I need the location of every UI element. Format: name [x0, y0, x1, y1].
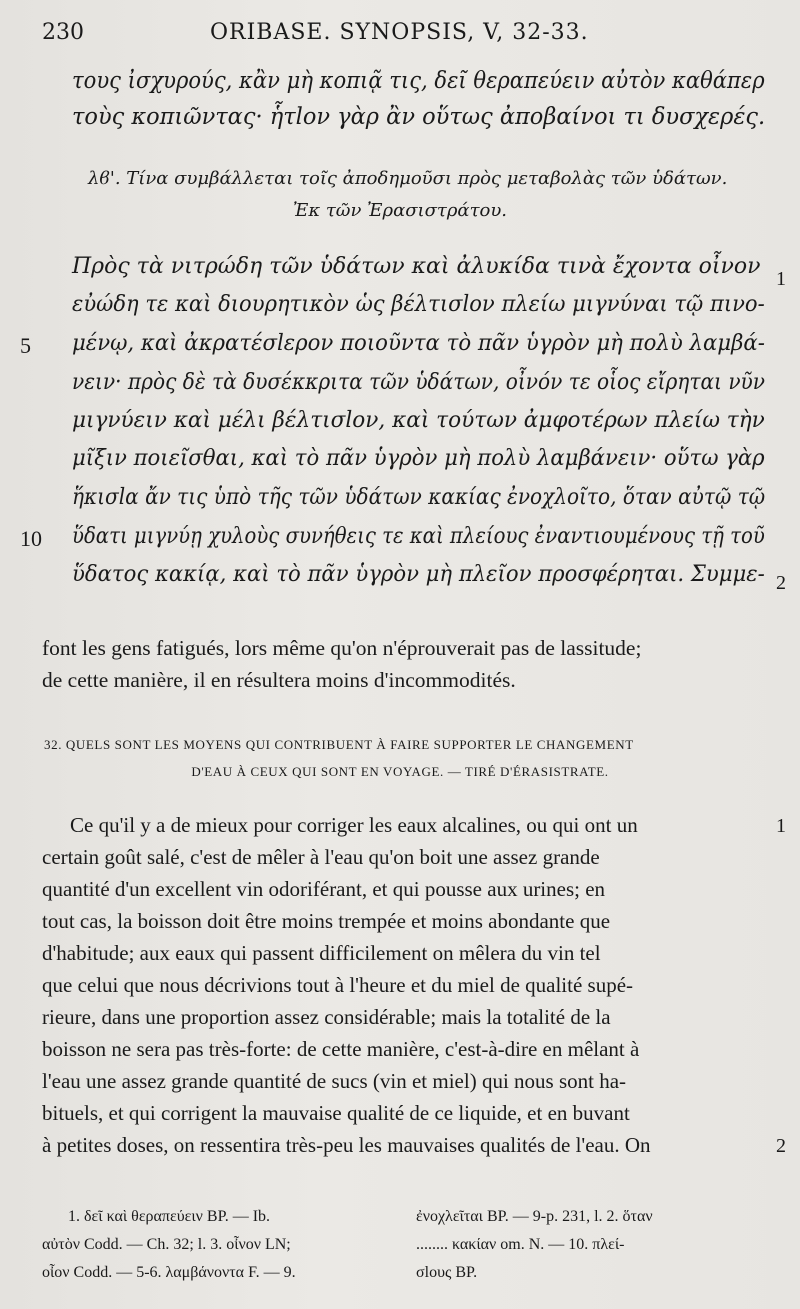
greek-carry-line-1: τους ἰσχυρούς, κἂν μὴ κοπιᾷ τις, δεῖ θεραπεύειν αὐτὸν καθάπερ	[72, 68, 765, 94]
greek-margin-number-2: 2	[776, 572, 786, 594]
french-body-line-10: bituels, et qui corrigent la mauvaise qualité de ce liquide, et en buvant	[42, 1101, 630, 1125]
footnote-left-line-1: 1. δεῖ καὶ θεραπεύειν BP. — Ib.	[68, 1208, 271, 1225]
french-body-line-6: que celui que nous décrivions tout à l'heure et du miel de qualité supé-	[42, 973, 634, 997]
french-carry-line-1: font les gens fatigués, lors même qu'on n'éprouverait pas de lassitude;	[42, 636, 642, 660]
french-body-line-8: boisson ne sera pas très-forte: de cette manière, c'est-à-dire en mêlant à	[42, 1037, 640, 1061]
running-title: ORIBASE. SYNOPSIS, V, 32-33.	[210, 20, 589, 45]
footnote-right-line-2: ........ κακίαν om. N. — 10. πλεί-	[416, 1236, 625, 1253]
french-chapter-subheading: D'EAU À CEUX QUI SONT EN VOYAGE. — TIRÉ D'ÉRASISTRATE.	[191, 764, 609, 779]
page-header	[40, 20, 760, 50]
footnote-right-line-1: ἐνοχλεῖται BP. — 9-p. 231, l. 2. ὅταν	[416, 1208, 653, 1225]
greek-margin-number-1: 1	[776, 268, 786, 290]
greek-body-line-8: ὕδατι μιγνύῃ χυλοὺς συνήθεις τε καὶ πλείους ἐναντιουμένους τῇ τοῦ	[72, 524, 765, 549]
footnote-left-line-2: αὐτὸν Codd. — Ch. 32; l. 3. οἶνον LN;	[42, 1236, 291, 1253]
greek-carry-line-2: τοὺς κοπιῶντας· ἧτlον γὰρ ἂν οὕτως ἀποβαίνοι τι δυσχερές.	[72, 104, 766, 130]
greek-chapter-source: Ἐκ τῶν Ἐρασιστράτου.	[292, 200, 508, 221]
french-body-line-9: l'eau une assez grande quantité de sucs (vin et miel) qui nous sont ha-	[42, 1069, 627, 1093]
french-body-line-11: à petites doses, on ressentira très-peu les mauvaises qualités de l'eau. On	[42, 1133, 651, 1157]
greek-body-line-2: εὐώδη τε καὶ διουρητικὸν ὡς βέλτισlον πλείω μιγνύναι τῷ πινο-	[72, 292, 765, 317]
french-carry-line-2: de cette manière, il en résultera moins d'incommodités.	[42, 668, 516, 692]
greek-body-line-6: μῖξιν ποιεῖσθαι, καὶ τὸ πᾶν ὑγρὸν μὴ πολὺ λαμβάνειν· οὕτω γὰρ	[72, 446, 765, 471]
french-body-line-4: tout cas, la boisson doit être moins trempée et moins abondante que	[42, 909, 611, 933]
greek-body-line-1: Πρὸς τὰ νιτρώδη τῶν ὑδάτων καὶ ἀλυκίδα τινὰ ἔχοντα οἶνον	[72, 254, 761, 279]
page-number: 230	[42, 20, 84, 45]
french-body-line-1: Ce qu'il y a de mieux pour corriger les eaux alcalines, ou qui ont un	[70, 813, 638, 837]
french-body-line-2: certain goût salé, c'est de mêler à l'eau qu'on boit une assez grande	[42, 845, 600, 869]
footnote-right-line-3: σlους BP.	[416, 1264, 478, 1281]
greek-body-line-7: ἥκισlα ἄν τις ὑπὸ τῆς τῶν ὑδάτων κακίας ἐνοχλοῖτο, ὅταν αὐτῷ τῷ	[72, 485, 766, 510]
greek-line-number-10: 10	[20, 526, 42, 551]
greek-body-line-5: μιγνύειν καὶ μέλι βέλτισlον, καὶ τούτων ἀμφοτέρων πλείω τὴν	[72, 408, 765, 433]
french-body-line-3: quantité d'un excellent vin odoriférant, et qui pousse aux urines; en	[42, 877, 606, 901]
greek-chapter-heading: λϐ'. Τίνα συμβάλλεται τοῖς ἀποδημοῦσι πρὸς μεταβολὰς τῶν ὑδάτων.	[88, 168, 728, 189]
greek-line-number-5: 5	[20, 333, 31, 358]
footnote-left-line-3: οἶον Codd. — 5-6. λαμβάνοντα F. — 9.	[42, 1264, 296, 1281]
french-body-line-5: d'habitude; aux eaux qui passent difficilement on mêlera du vin tel	[42, 941, 601, 965]
greek-body-line-3: μένῳ, καὶ ἀκρατέσlερον ποιοῦντα τὸ πᾶν ὑγρὸν μὴ πολὺ λαμβά-	[72, 331, 765, 356]
french-margin-number-2: 2	[776, 1135, 786, 1157]
french-margin-number-1: 1	[776, 815, 786, 837]
french-chapter-heading: 32. QUELS SONT LES MOYENS QUI CONTRIBUENT À FAIRE SUPPORTER LE CHANGEMENT	[44, 737, 634, 752]
french-body-line-7: rieure, dans une proportion assez considérable; mais la totalité de la	[42, 1005, 611, 1029]
greek-body-line-9: ὕδατος κακίᾳ, καὶ τὸ πᾶν ὑγρὸν μὴ πλεῖον προσφέρηται. Συμμε-	[72, 562, 765, 587]
greek-body-line-4: νειν· πρὸς δὲ τὰ δυσέκκριτα τῶν ὑδάτων, οἶνόν τε οἷος εἴρηται νῦν	[72, 370, 766, 395]
